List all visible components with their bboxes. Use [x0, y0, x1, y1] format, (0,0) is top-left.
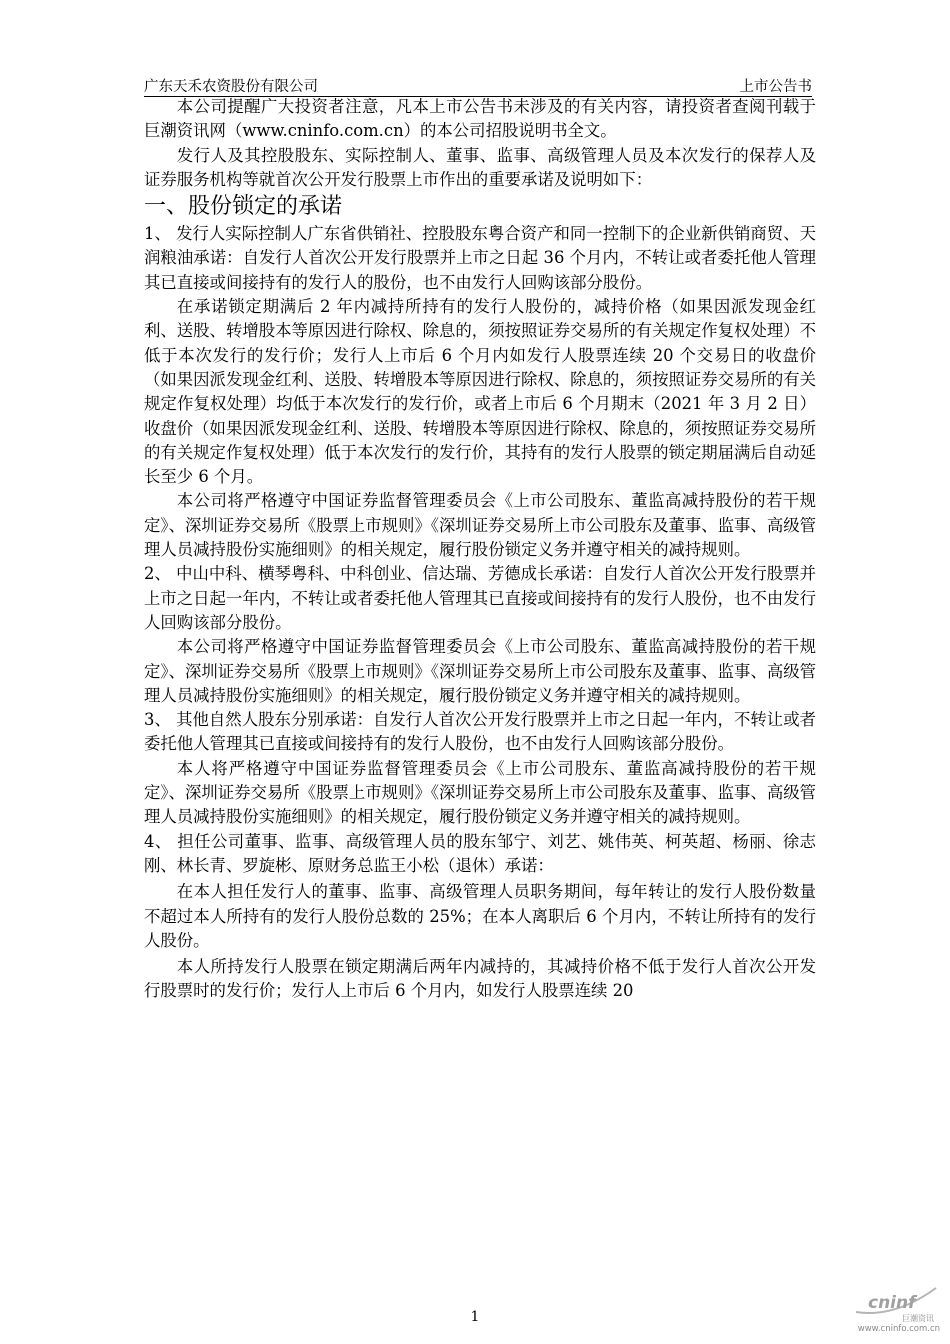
company-name: 广东天禾农资股份有限公司 [144, 79, 318, 95]
cninfo-logo-chinese: 巨潮资讯 [902, 1314, 934, 1323]
item-4-price-clause: 本人所持发行人股票在锁定期满后两年内减持的，其减持价格不低于发行人首次公开发行股票时的发行价；发行人上市后 6 个月内，如发行人股票连续 20 [144, 957, 816, 1001]
item-1: 1、 发行人实际控制人广东省供销社、控股股东粤合资产和同一控制下的企业新供销商贸、天润粮油承诺：自发行人首次公开发行股票并上市之日起 36 个月内，不转让或者委托他人管理其已直接或间接持有的发行人的股份，也不由发行人回购该部分股份。 [144, 224, 816, 292]
svg-text:cninf: cninf [868, 1293, 916, 1313]
paragraph-notice: 本公司提醒广大投资者注意，凡本上市公告书未涉及的有关内容，请投资者查阅刊载于巨潮资讯网（www.cninfo.com.cn）的本公司招股说明书全文。 [144, 97, 816, 141]
paragraph-intro: 发行人及其控股股东、实际控制人、董事、监事、高级管理人员及本次发行的保荐人及证券服务机构等就首次公开发行股票上市作出的重要承诺及说明如下： [144, 145, 816, 189]
page-number: 1 [470, 1309, 480, 1325]
cninfo-logo-url: www.cninfo.com.cn [857, 1324, 940, 1334]
cninfo-logo [850, 1284, 940, 1336]
section-title: 一、股份锁定的承诺 [144, 194, 343, 220]
item-1-price-clause: 在承诺锁定期满后 2 年内减持所持有的发行人股份的，减持价格（如果因派发现金红利、送股、转增股本等原因进行除权、除息的，须按照证券交易所的有关规定作复权处理）不低于本次发行的发行价；发行人上市后 6 个月内如发行人股票连续 20 个交易日的收盘价（如果因派发现金红利、送股、转增股本等原因进行除权、除息的，须按照证券交易所的有关规定作复权处理）均低于本次发行的发行价，或者上市后 6 个月期末（2021 年 3 月 2 日）收盘价（如果因派发现金红利、送股、转增股本等原因进行除权、除息的，须按照证券交易所的有关规定作复权处理）低于本次发行的发行价，其持有的发行人股票的锁定期届满后自动延长至少 6 个月。 [144, 297, 817, 487]
item-4: 4、 担任公司董事、监事、高级管理人员的股东邹宁、刘艺、姚伟英、柯英超、杨丽、徐志刚、林长青、罗旋彬、原财务总监王小松（退休）承诺： [144, 831, 816, 875]
item-2-compliance: 本公司将严格遵守中国证券监督管理委员会《上市公司股东、董监高减持股份的若干规定》、深圳证券交易所《股票上市规则》《深圳证券交易所上市公司股东及董事、监事、高级管理人员减持股份实施细则》的相关规定，履行股份锁定义务并遵守相关的减持规则。 [144, 637, 817, 705]
document-type: 上市公告书 [739, 79, 812, 95]
item-3: 3、 其他自然人股东分别承诺：自发行人首次公开发行股票并上市之日起一年内，不转让或者委托他人管理其已直接或间接持有的发行人股份，也不由发行人回购该部分股份。 [144, 710, 816, 754]
item-3-compliance: 本人将严格遵守中国证券监督管理委员会《上市公司股东、董监高减持股份的若干规定》、深圳证券交易所《股票上市规则》《深圳证券交易所上市公司股东及董事、监事、高级管理人员减持股份实施细则》的相关规定，履行股份锁定义务并遵守相关的减持规则。 [144, 758, 817, 827]
item-2: 2、 中山中科、横琴粤科、中科创业、信达瑞、芳德成长承诺：自发行人首次公开发行股票并上市之日起一年内，不转让或者委托他人管理其已直接或间接持有的发行人股份，也不由发行人回购该部分股份。 [144, 564, 817, 632]
document-body [144, 95, 816, 1004]
page-header [144, 74, 812, 97]
item-4-transfer-limit: 在本人担任发行人的董事、监事、高级管理人员职务期间，每年转让的发行人股份数量不超过本人所持有的发行人股份总数的 25%；在本人离职后 6 个月内，不转让所持有的发行人股份。 [144, 882, 816, 950]
item-1-compliance: 本公司将严格遵守中国证券监督管理委员会《上市公司股东、董监高减持股份的若干规定》、深圳证券交易所《股票上市规则》《深圳证券交易所上市公司股东及董事、监事、高级管理人员减持股份实施细则》的相关规定，履行股份锁定义务并遵守相关的减持规则。 [144, 491, 817, 560]
